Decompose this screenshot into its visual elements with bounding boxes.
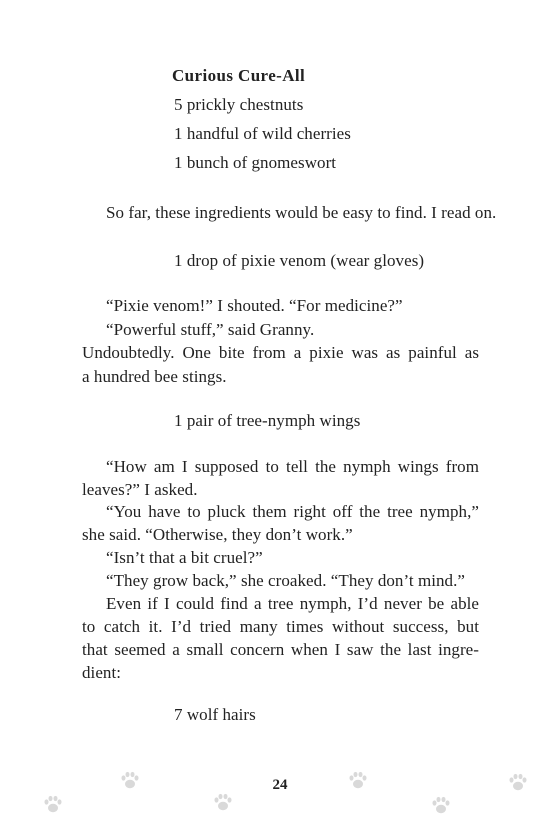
- recipe-title: Curious Cure-All: [172, 66, 306, 85]
- paw-print-icon: [41, 792, 65, 816]
- paw-print-icon: [211, 790, 235, 814]
- paragraph-line: “You have to pluck them right off the tree nymph,”: [106, 502, 479, 521]
- ingredient-line: 7 wolf hairs: [174, 705, 256, 724]
- ingredient-line: 1 pair of tree-nymph wings: [174, 411, 361, 430]
- paragraph-line: she said. “Otherwise, they don’t work.”: [82, 525, 353, 544]
- paragraph-line: Undoubtedly. One bite from a pixie was as painful as: [82, 343, 479, 362]
- paragraph-line: “Isn’t that a bit cruel?”: [106, 548, 263, 567]
- paw-print-icon: [346, 768, 370, 792]
- ingredient-line: 1 handful of wild cherries: [174, 124, 351, 143]
- paw-print-icon: [429, 793, 453, 817]
- ingredient-line: 1 drop of pixie venom (wear gloves): [174, 251, 425, 270]
- paragraph-line: leaves?” I asked.: [82, 480, 198, 499]
- paw-print-icon: [118, 768, 142, 792]
- paragraph-line: “Powerful stuff,” said Granny.: [106, 320, 315, 339]
- paragraph-line: “Pixie venom!” I shouted. “For medicine?”: [106, 296, 403, 315]
- paragraph-line: dient:: [82, 663, 122, 682]
- paragraph-line: a hundred bee stings.: [82, 367, 227, 386]
- paw-print-icon: [506, 770, 530, 794]
- paragraph-line: “How am I supposed to tell the nymph wings from: [106, 457, 479, 476]
- page-number: 24: [272, 777, 288, 793]
- paragraph-line: Even if I could find a tree nymph, I’d never be able: [106, 594, 479, 613]
- ingredient-line: 5 prickly chestnuts: [174, 95, 304, 114]
- paragraph-line: that seemed a small concern when I saw the last ingre-: [82, 640, 479, 659]
- ingredient-line: 1 bunch of gnomeswort: [174, 153, 337, 172]
- paragraph-line: So far, these ingredients would be easy to find. I read on.: [106, 203, 497, 222]
- paragraph-line: to catch it. I’d tried many times without success, but: [82, 617, 479, 636]
- paragraph-line: “They grow back,” she croaked. “They don’t mind.”: [106, 571, 466, 590]
